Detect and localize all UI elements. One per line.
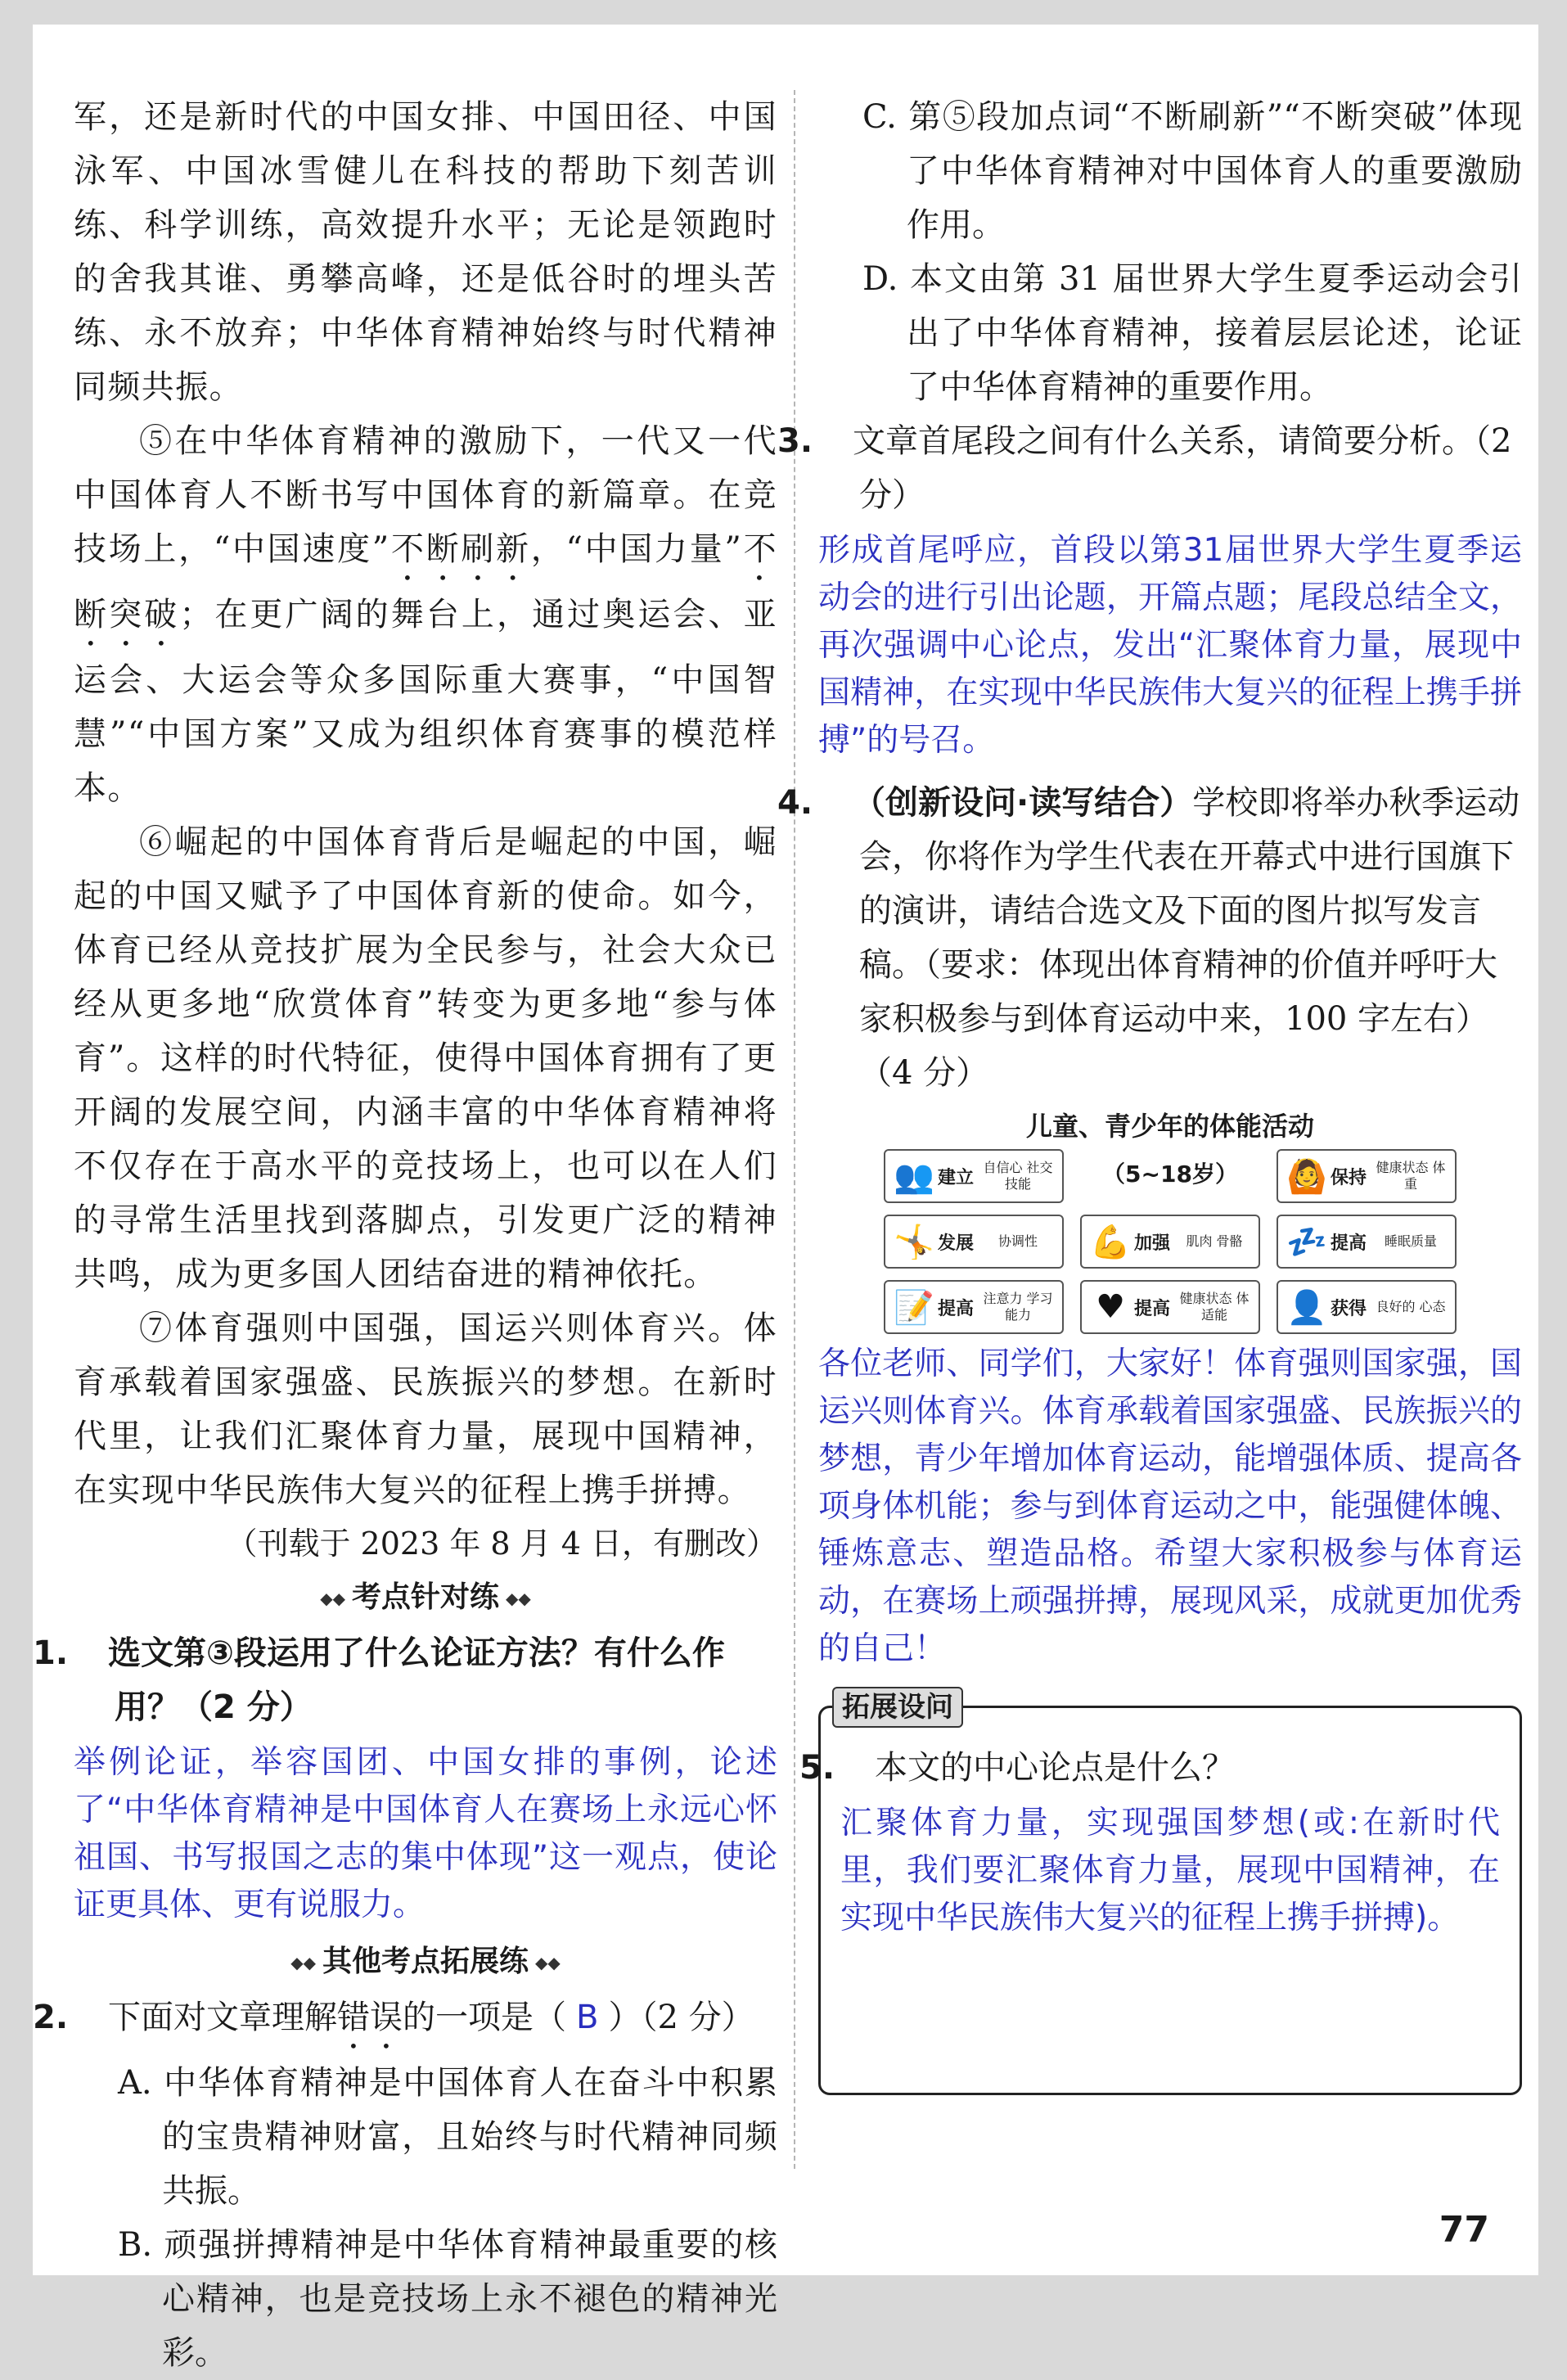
- question-number: 3.: [777, 422, 813, 460]
- question-stem: 的一项是（: [403, 1999, 566, 2036]
- tile-verb: 提高: [938, 1298, 975, 1319]
- question-number: 2.: [33, 1999, 69, 2036]
- question-4: [777, 776, 1522, 1100]
- question-number: 4.: [777, 784, 813, 822]
- option-text: 顽强拼搏精神是中华体育精神最重要的核心精神，也是竞技场上永不褪色的精神光彩。: [162, 2226, 778, 2372]
- option-label: D.: [862, 260, 898, 298]
- option-text: 本文由第 31 届世界大学生夏季运动会引出了中华体育精神，接着层层论述，论证了中华体育精神的重要作用。: [907, 260, 1523, 406]
- diamond-icon: ◆◆: [506, 1589, 531, 1608]
- question-tag: （创新设问·读写结合）: [853, 784, 1193, 822]
- option-text: 中华体育精神是中国体育人在奋斗中积累的宝贵精神财富，且始终与时代精神同频共振。: [162, 2064, 778, 2210]
- section-title: 其他考点拓展练: [322, 1945, 529, 1978]
- question-stem: ）（2 分）: [608, 1999, 754, 2036]
- infographic-subtitle: （5~18岁）: [1102, 1161, 1238, 1188]
- p5-emphasis-1: 不断刷新: [389, 530, 531, 568]
- section-heading-targeted: [74, 1573, 777, 1623]
- tile-weight: [1277, 1149, 1457, 1203]
- diamond-icon: ◆◆: [320, 1589, 345, 1608]
- page-number: 77: [1439, 2209, 1489, 2251]
- question-1: [33, 1626, 777, 1734]
- section-title: 考点针对练: [351, 1580, 499, 1614]
- tile-verb: 提高: [1134, 1298, 1171, 1319]
- tile-verb: 加强: [1134, 1233, 1171, 1254]
- section-heading-other: [74, 1937, 777, 1987]
- p5-emphasis-2: 不断突破: [74, 530, 778, 633]
- tile-object: 注意力 学习能力: [983, 1291, 1053, 1323]
- group-icon: 👥: [894, 1157, 934, 1196]
- textbook-page: [33, 25, 1538, 2372]
- tile-verb: 建立: [938, 1167, 975, 1188]
- tile-object: 肌肉 骨骼: [1186, 1233, 1243, 1249]
- question-text: 本文的中心论点是什么？: [875, 1749, 1235, 1787]
- question-3: [777, 414, 1522, 522]
- infographic-grid: [884, 1149, 1457, 1334]
- question-number: 5.: [799, 1749, 835, 1787]
- question-text: 学校即将举办秋季运动会，你将作为学生代表在开幕式中进行国旗下的演讲，请结合选文及下面的图片拟写发言稿。（要求：体现出体育精神的价值并呼吁大家积极参与到体育运动中来，100 字左右）（4 分）: [859, 784, 1520, 1092]
- passage-source: （刊载于 2023 年 8 月 4 日，有删改）: [226, 1526, 777, 1562]
- p5-text-c: ；在更广阔的舞台上，通过奥运会、亚运会、大运会等众多国际重大赛事，“中国智慧”“中国方案”又成为组织体育赛事的模范样本。: [74, 596, 777, 807]
- tile-verb: 保持: [1331, 1167, 1367, 1188]
- balance-icon: 🤸: [894, 1223, 934, 1261]
- stretch-icon: 🙆: [1286, 1157, 1327, 1196]
- question-text: 文章首尾段之间有什么关系，请简要分析。（2 分）: [853, 422, 1512, 514]
- answer-5: 汇聚体育力量，实现强国梦想(或:在新时代里，我们要汇聚体育力量，展现中国精神，在实现中华民族伟大复兴的征程上携手拼搏)。: [840, 1805, 1500, 1936]
- question-2: [33, 1990, 777, 2056]
- tile-focus: [884, 1280, 1064, 1334]
- passage-paragraph-6: ⑥崛起的中国体育背后是崛起的中国，崛起的中国又赋予了中国体育新的使命。如今，体育已经从竞技扩展为全民参与，社会大众已经从更多地“欣赏体育”转变为更多地“参与体育”。这样的时代特征，使得中国体育拥有了更开阔的发展空间，内涵丰富的中华体育精神将不仅存在于高水平的竞技场上，也可以在人们的寻常生活里找到落脚点，引发更广泛的精神共鸣，成为更多国人团结奋进的精神依托。: [74, 823, 777, 1293]
- tile-object: 睡眠质量: [1385, 1233, 1438, 1249]
- person-icon: 👤: [1286, 1288, 1327, 1327]
- option-label: A.: [118, 2064, 152, 2102]
- tile-verb: 提高: [1331, 1233, 1367, 1254]
- passage-paragraph-4-continued: 军，还是新时代的中国女排、中国田径、中国泳军、中国冰雪健儿在科技的帮助下刻苦训练、科学训练，高效提升水平；无论是领跑时的舍我其谁、勇攀高峰，还是低谷时的埋头苦练、永不放弃；中华体育精神始终与时代精神同频共振。: [74, 98, 777, 406]
- tile-object: 健康状态 体重: [1376, 1160, 1446, 1192]
- option-d: [818, 252, 1522, 414]
- tile-coordination: [884, 1215, 1064, 1269]
- answer-1: 举例论证，举容国团、中国女排的事例，论述了“中华体育精神是中国体育人在赛场上永远心怀祖国、书写报国之志的集中体现”这一观点，使论证更具体、更有说服力。: [74, 1744, 777, 1923]
- diamond-icon: ◆◆: [535, 1953, 561, 1972]
- tile-muscle: [1080, 1215, 1260, 1269]
- tile-verb: 获得: [1331, 1298, 1367, 1319]
- question-5: [799, 1741, 1500, 1795]
- right-column: [777, 90, 1523, 2095]
- tile-object: 健康状态 体适能: [1179, 1291, 1250, 1323]
- left-column: [33, 90, 778, 2380]
- option-b: [74, 2218, 777, 2380]
- tile-fitness: [1080, 1280, 1260, 1334]
- option-label: C.: [862, 98, 897, 136]
- tile-object: 良好的 心态: [1376, 1299, 1446, 1314]
- infographic-title: 儿童、青少年的体能活动: [1025, 1111, 1314, 1142]
- tile-mindset: [1277, 1280, 1457, 1334]
- passage-paragraph-7: ⑦体育强则中国强，国运兴则体育兴。体育承载着国家强盛、民族振兴的梦想。在新时代里，让我们汇聚体育力量，展现中国精神，在实现中华民族伟大复兴的征程上携手拼搏。: [74, 1309, 777, 1509]
- muscle-icon: 💪: [1090, 1223, 1131, 1261]
- tile-object: 自信心 社交技能: [983, 1160, 1053, 1192]
- answer-2-choice: B: [576, 1999, 599, 2036]
- answer-3: 形成首尾呼应，首段以第31届世界大学生夏季运动会的进行引出论题，开篇点题；尾段总结全文，再次强调中心论点，发出“汇聚体育力量，展现中国精神，在实现中华民族伟大复兴的征程上携手拼搏”的号召。: [818, 532, 1522, 759]
- notepad-icon: 📝: [894, 1288, 934, 1327]
- tile-confidence: [884, 1149, 1064, 1203]
- column-divider: [794, 90, 795, 2169]
- passage-paragraph-5: [74, 414, 777, 815]
- diamond-icon: ◆◆: [290, 1953, 316, 1972]
- question-number: 1.: [33, 1634, 69, 1672]
- tile-verb: 发展: [938, 1233, 975, 1254]
- tile-sleep: [1277, 1215, 1457, 1269]
- sleep-icon: 💤: [1286, 1223, 1327, 1261]
- tile-subtitle-cell: [1080, 1149, 1260, 1200]
- extension-label: 拓展设问: [832, 1687, 963, 1728]
- option-text: 第⑤段加点词“不断刷新”“不断突破”体现了中华体育精神对中国体育人的重要激励作用。: [907, 98, 1523, 244]
- option-label: B.: [118, 2226, 153, 2264]
- question-stem-emphasis: 错误: [337, 1999, 403, 2036]
- question-text: 选文第③段运用了什么论证方法？有什么作用？（2 分）: [108, 1634, 725, 1726]
- question-stem: 下面对文章理解: [108, 1999, 337, 2036]
- infographic: [884, 1108, 1457, 1334]
- p5-text-a: ⑤在中华体育精神的激励下，一代又一代中国体育人不断书写中国体育的新篇章。在竞技场上，“中国速度”: [74, 422, 777, 568]
- option-a: [74, 2056, 777, 2218]
- option-c: [818, 90, 1522, 252]
- answer-4: 各位老师、同学们，大家好！体育强则国家强，国运兴则体育兴。体育承载着国家强盛、民族振兴的梦想，青少年增加体育运动，能增强体质、提高各项身体机能；参与到体育运动之中，能强健体魄、锤炼意志、塑造品格。希望大家积极参与体育运动，在赛场上顽强拼搏，展现风采，成就更加优秀的自己！: [818, 1346, 1522, 1667]
- p5-text-b: ，“中国力量”: [530, 530, 743, 568]
- heart-icon: ♥: [1096, 1288, 1125, 1326]
- tile-object: 协调性: [998, 1233, 1038, 1249]
- extension-box: [799, 1691, 1522, 2095]
